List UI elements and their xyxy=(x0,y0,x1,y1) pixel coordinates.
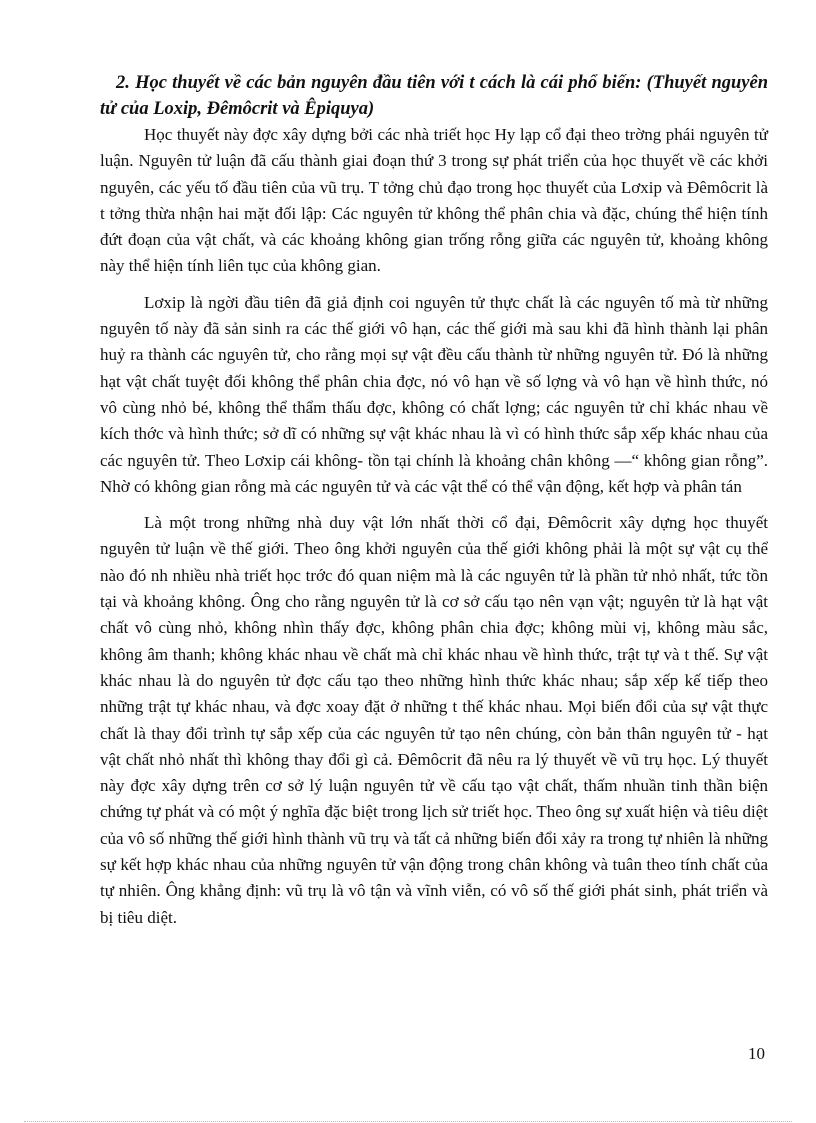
paragraph-1: Học thuyết này đợc xây dựng bởi các nhà triết học Hy lạp cổ đại theo trờng phái nguyên tử luận. Nguyên tử luận đã cấu thành giai đoạn thứ 3 trong sự phát triển của học thuyết về các khởi nguyên, các yếu tố đầu tiên của vũ trụ. T tởng chủ đạo trong học thuyết của Lơxip và Đêmôcrit là t tởng thừa nhận hai mặt đối lập: Các nguyên tử không thể phân chia và đặc, chúng thể hiện tính đứt đoạn của vật chất, và các khoảng không gian trống rỗng giữa các nguyên tử, khoảng không này thể hiện tính liên tục của không gian. xyxy=(100,125,768,276)
footer-divider xyxy=(24,1121,792,1122)
document-page xyxy=(100,70,768,941)
section-heading: 2. Học thuyết về các bản nguyên đầu tiên với t cách là cái phổ biến: (Thuyết nguyên tử của Loxip, Đêmôcrit và Êpiquya) xyxy=(100,73,768,119)
page-number: 10 xyxy=(748,1044,765,1063)
paragraph-2: Lơxip là ngời đầu tiên đã giả định coi nguyên tử thực chất là các nguyên tố mà từ những nguyên tố này đã sản sinh ra các thế giới vô hạn, các thế giới mà sau khi đã hình thành lại phân huỷ ra thành các nguyên tử, cho rằng mọi sự vật đều cấu thành từ những nguyên tử. Đó là những hạt vật chất tuyệt đối không thể phân chia đợc, nó vô hạn về số lợng và vô hạn về hình thức, nó vô cùng nhỏ bé, không thể thẩm thấu đợc, không có chất lợng; các nguyên tử chỉ khác nhau về kích thớc và hình thức; sở dĩ có những sự vật khác nhau là vì có hình thức sắp xếp khác nhau của các nguyên tử. Theo Lơxip cái không- tồn tại chính là khoảng chân không —“ không gian rỗng”. Nhờ có không gian rỗng mà các nguyên tử và các vật thể có thể vận động, kết hợp và phân tán xyxy=(100,292,768,496)
paragraph-3: Là một trong những nhà duy vật lớn nhất thời cổ đại, Đêmôcrit xây dựng học thuyết nguyên tử luận về thế giới. Theo ông khởi nguyên của thế giới không phải là một sự vật cụ thể nào đó nh nhiều nhà triết học trớc đó quan niệm mà là các nguyên tử là phần tử nhỏ nhất, tức tồn tại và khoảng không. Ông cho rằng nguyên tử là cơ sở cấu tạo nên vạn vật; nguyên tử là hạt vật chất vô cùng nhỏ, không nhìn thấy đợc, không phân chia đợc; không mùi vị, không màu sắc, không âm thanh; không khác nhau về chất mà chỉ khác nhau về hình thức, trật tự và t thế. Sự vật khác nhau là do nguyên tử đợc cấu tạo theo những hình thức khác nhau; sắp xếp kế tiếp theo những trật tự khác nhau, và đợc xoay đặt ở những t thế khác nhau. Mọi biến đổi của sự vật thực chất là thay đổi trình tự sắp xếp của các nguyên tử tạo nên chúng, còn bản thân nguyên tử - hạt vật chất nhỏ nhất thì không thay đổi gì cả. Đêmôcrit đã nêu ra lý thuyết về vũ trụ học. Lý thuyết này đợc xây dựng trên cơ sở lý luận nguyên tử về cấu tạo vật chất, thấm nhuần tinh thần biện chứng tự phát và có một ý nghĩa đặc biệt trong lịch sử triết học. Theo ông sự xuất hiện và tiêu diệt của vô số những thế giới hình thành vũ trụ và tất cả những biến đổi xảy ra trong tự nhiên là những sự kết hợp khác nhau của những nguyên tử vận động trong chân không và tuân theo tính chất của tự nhiên. Ông khẳng định: vũ trụ là vô tận và vĩnh viễn, có vô số thế giới phát sinh, phát triển và bị tiêu diệt. xyxy=(100,513,768,927)
